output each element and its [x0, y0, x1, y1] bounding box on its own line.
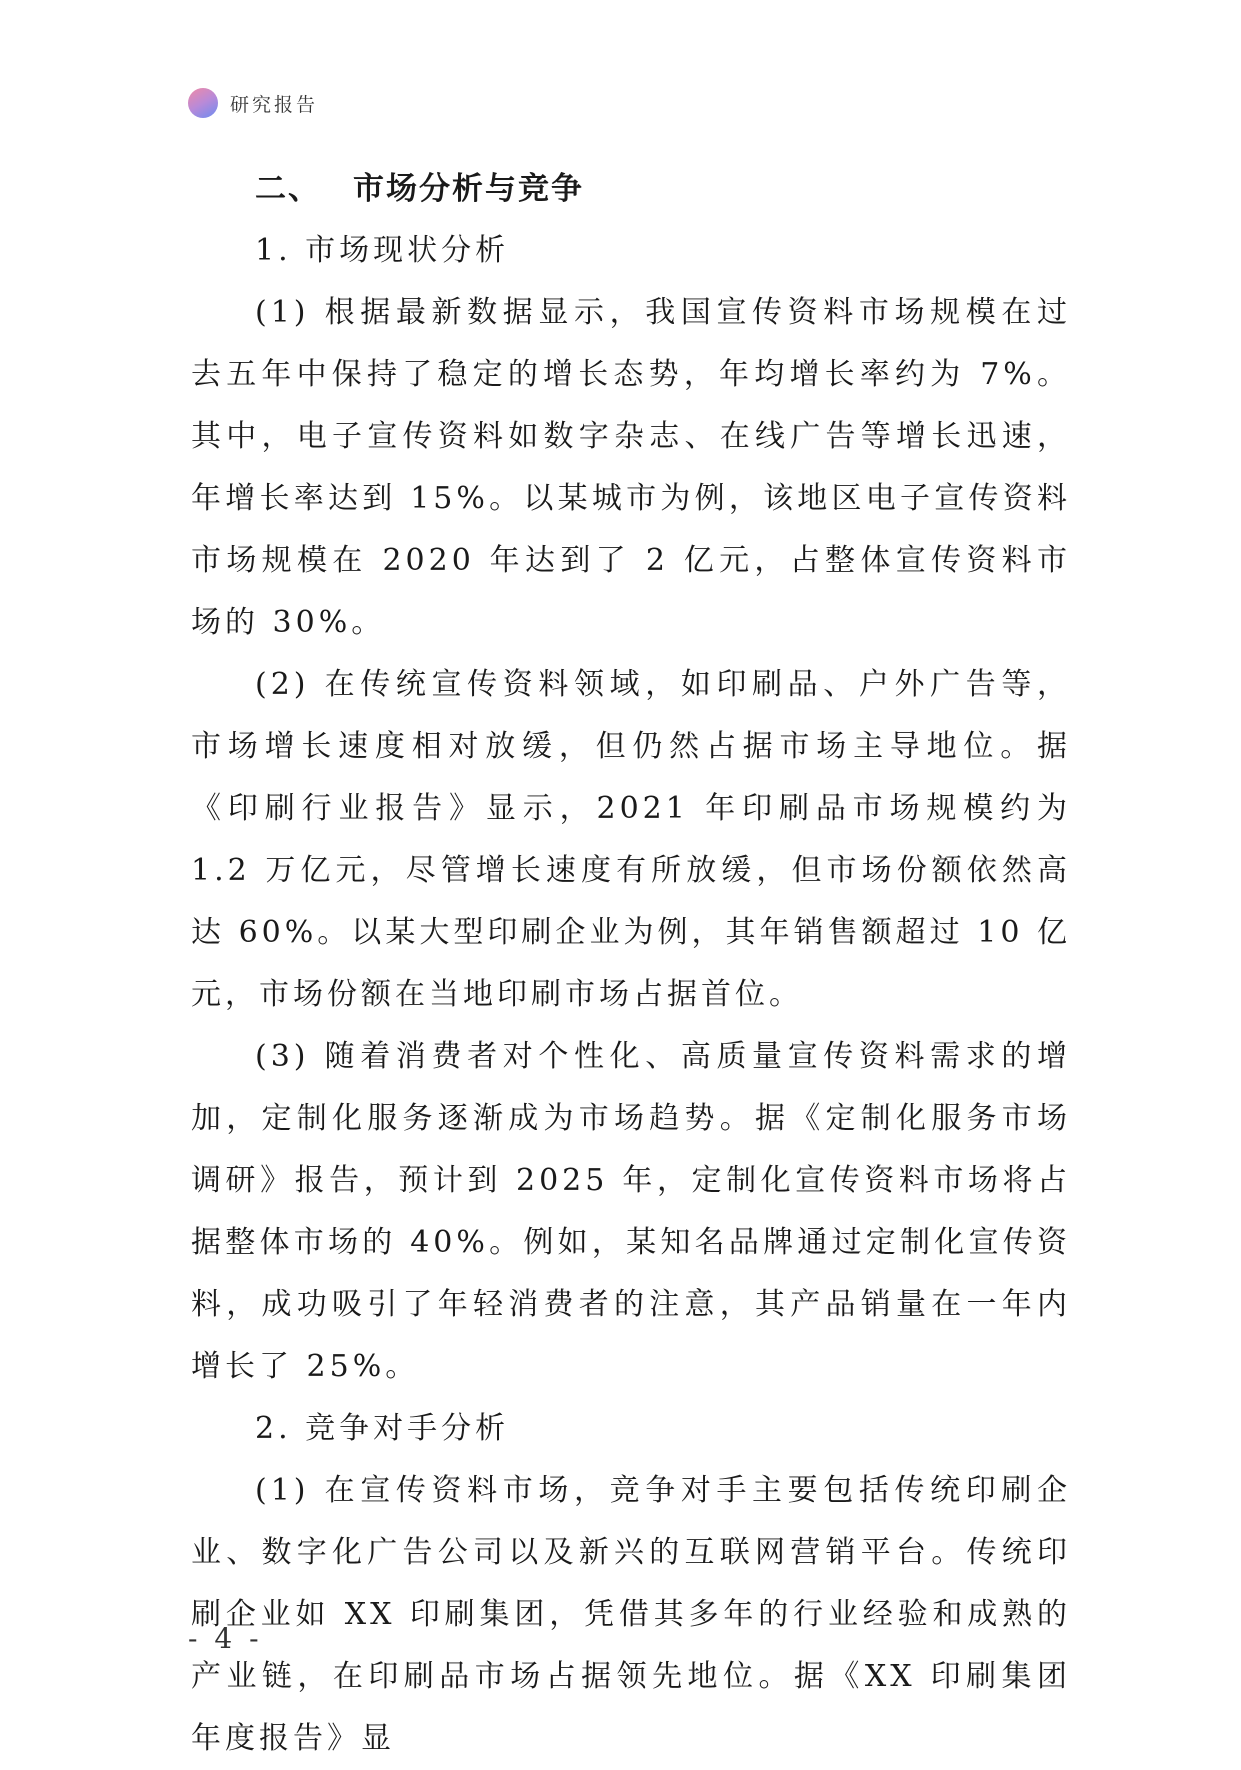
gradient-circle-logo-icon: [188, 88, 218, 118]
paragraph: (3) 随着消费者对个性化、高质量宣传资料需求的增加，定制化服务逐渐成为市场趋势。据《定制化服务市场调研》报告，预计到 2025 年，定制化宣传资料市场将占据整体市场的 40%。例如，某知名品牌通过定制化宣传资料，成功吸引了年轻消费者的注意，其产品销量在一年内增长了 25%。: [191, 1039, 1071, 1384]
paragraph: (1) 在宣传资料市场，竞争对手主要包括传统印刷企业、数字化广告公司以及新兴的互联网营销平台。传统印刷企业如 XX 印刷集团，凭借其多年的行业经验和成熟的产业链，在印刷品市场占据领先地位。据《XX 印刷集团年度报告》显: [191, 1473, 1071, 1756]
paragraph: (1) 根据最新数据显示，我国宣传资料市场规模在过去五年中保持了稳定的增长态势，年均增长率约为 7%。其中，电子宣传资料如数字杂志、在线广告等增长迅速，年增长率达到 15%。以某城市为例，该地区电子宣传资料市场规模在 2020 年达到了 2 亿元，占整体宣传资料市场的 30%。: [191, 295, 1071, 640]
subsection-heading-1: 1. 市场现状分析: [255, 233, 510, 268]
subsection-heading-2: 2. 竞争对手分析: [255, 1411, 510, 1446]
section-number: 二、: [255, 171, 321, 207]
section-title-text: 市场分析与竞争: [353, 171, 584, 207]
header-label: 研究报告: [230, 93, 319, 116]
page-number: - 4 -: [188, 1622, 263, 1655]
section-title: [191, 158, 1071, 220]
paragraph: (2) 在传统宣传资料领域，如印刷品、户外广告等，市场增长速度相对放缓，但仍然占据市场主导地位。据《印刷行业报告》显示，2021 年印刷品市场规模约为 1.2 万亿元，尽管增长速度有所放缓，但市场份额依然高达 60%。以某大型印刷企业为例，其年销售额超过 10 亿元，市场份额在当地印刷市场占据首位。: [191, 667, 1071, 1012]
page-header: [188, 88, 318, 118]
document-body: [191, 158, 1071, 1770]
